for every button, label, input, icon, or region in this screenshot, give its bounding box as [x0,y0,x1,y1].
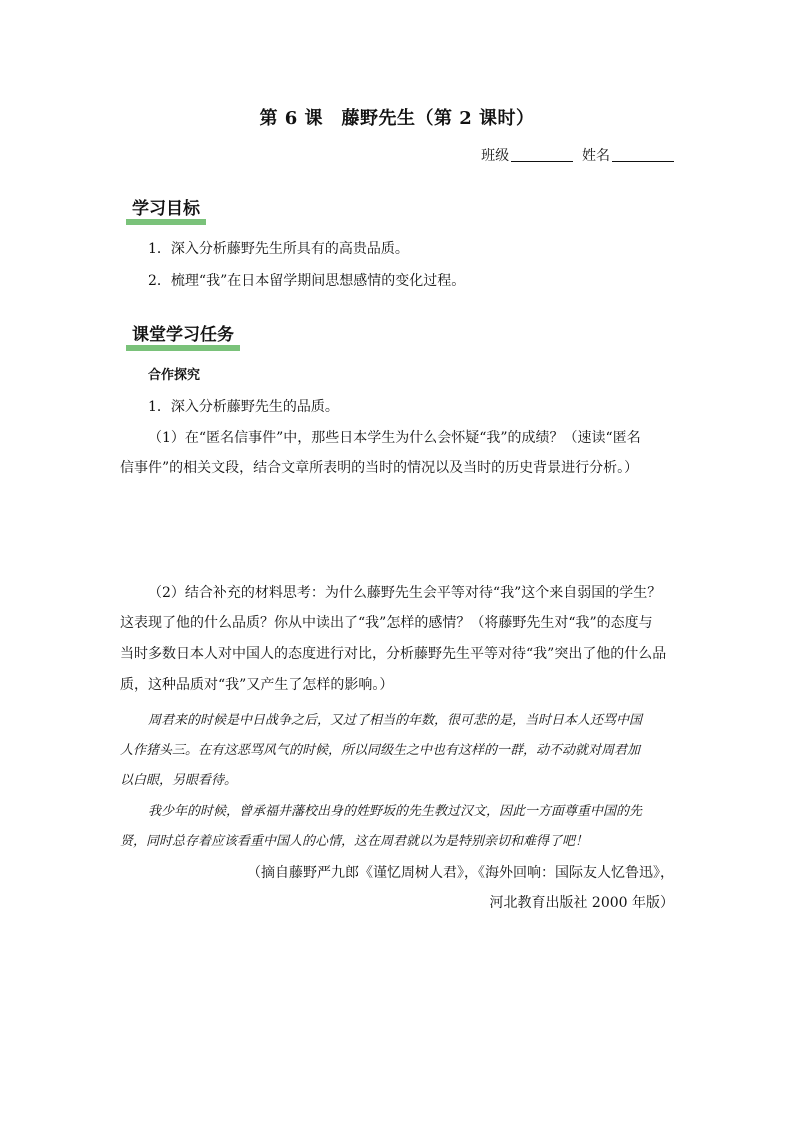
source-citation-line: （摘自藤野严九郎《谨忆周树人君》，《海外回响：国际友人忆鲁迅》， [247,865,674,881]
objective-item: 1．深入分析藤野先生所具有的高贵品质。 [148,241,409,257]
heading-underline [126,345,240,351]
page-title: 第 6 课 藤野先生（第 2 课时） [259,108,535,129]
name-blank[interactable] [612,147,674,162]
class-label: 班级 [481,148,510,164]
objectives-heading: 学习目标 [126,194,206,221]
heading-underline [126,219,206,225]
question-2-line: 这表现了他的什么品质？你从中读出了“我”怎样的感情？（将藤野先生对“我”的态度与 [120,615,653,631]
question-1-line: 信事件”的相关文段，结合文章所表明的当时的情况以及当时的历史背景进行分析。） [120,460,639,476]
objective-item: 2．梳理“我”在日本留学期间思想感情的变化过程。 [148,273,466,289]
question-1-line: （1）在“匿名信事件”中，那些日本学生为什么会怀疑“我”的成绩？（速读“匿名 [148,430,641,446]
question-2-line: 质，这种品质对“我”又产生了怎样的影响。） [120,677,394,693]
quote-line: 人作猪头三。在有这恶骂风气的时候，所以同级生之中也有这样的一群，动不动就对周君加 [120,743,641,758]
tasks-heading: 课堂学习任务 [126,320,240,347]
class-blank[interactable] [511,147,573,162]
question-2-line: （2）结合补充的材料思考：为什么藤野先生会平等对待“我”这个来自弱国的学生？ [148,585,662,601]
question-2-line: 当时多数日本人对中国人的态度进行对比，分析藤野先生平等对待“我”突出了他的什么品 [120,646,667,662]
quote-line: 我少年的时候，曾承福井藩校出身的姓野坂的先生教过汉文，因此一方面尊重中国的先 [148,804,643,819]
task-item-1: 1．深入分析藤野先生的品质。 [148,399,339,415]
source-citation-line: 河北教育出版社 2000 年版） [489,895,674,911]
tasks-subheading: 合作探究 [148,368,201,383]
quote-line: 以白眼，另眼看待。 [120,773,238,788]
student-info [481,145,674,165]
quote-line: 贤，同时总存着应该看重中国人的心情，这在周君就以为是特别亲切和难得了吧！ [120,834,589,849]
quote-line: 周君来的时候是中日战争之后，又过了相当的年数，很可悲的是，当时日本人还骂中国 [148,713,643,728]
name-label: 姓名 [582,148,610,164]
